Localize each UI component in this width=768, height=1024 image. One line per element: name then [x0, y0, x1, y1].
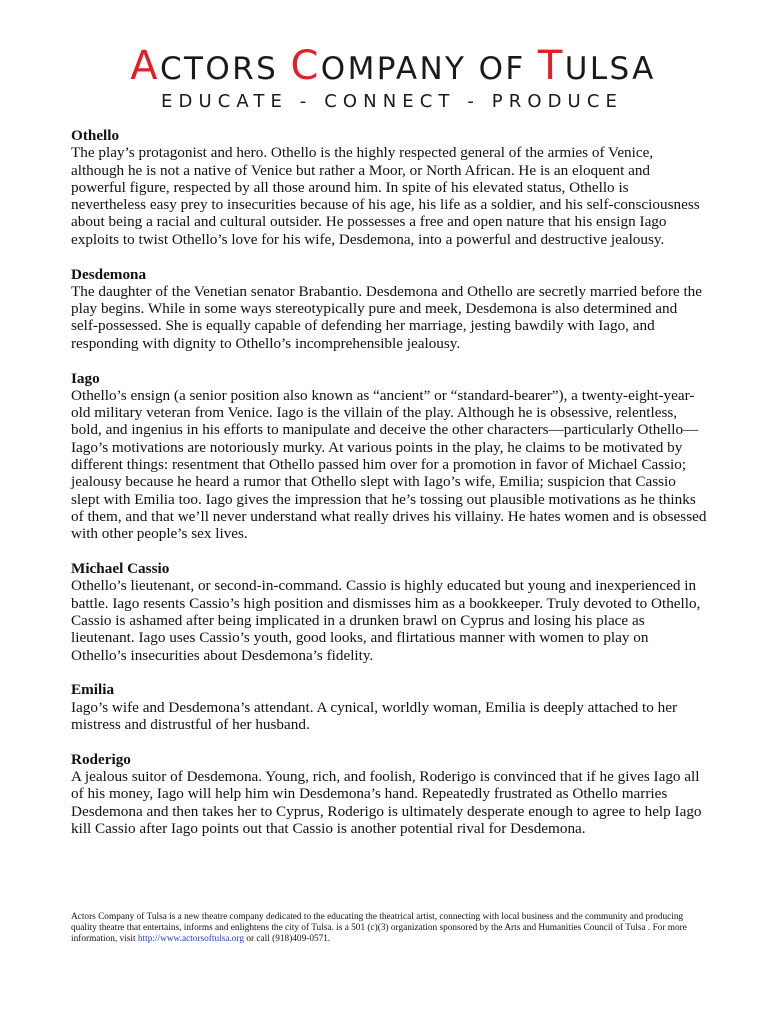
- character-heading: Iago: [71, 369, 100, 387]
- character-section: [71, 681, 707, 733]
- character-heading: Michael Cassio: [71, 560, 170, 578]
- character-heading: Roderigo: [71, 750, 131, 768]
- character-section: [71, 370, 707, 543]
- title-part: T: [537, 43, 565, 89]
- company-tagline: EDUCATE - CONNECT - PRODUCE: [161, 91, 623, 112]
- title-part: ULSA: [564, 51, 656, 87]
- character-section: [71, 560, 707, 664]
- character-description: A jealous suitor of Desdemona. Young, rich, and foolish, Roderigo is convinced that if he gives Iago all of his money, Iago will help him win Desdemona’s hand. Repeatedly frustrated as Othello marries Desdemona and then takes her to Cyprus, Roderigo is ultimately desperate enough to agree to help Iago kill Cassio after Iago points out that Cassio is another potential rival for Desdemona.: [71, 768, 702, 837]
- footer-note: [71, 912, 707, 946]
- website-link[interactable]: http://www.actorsoftulsa.org: [137, 934, 245, 945]
- character-description: Othello’s lieutenant, or second-in-command. Cassio is highly educated but young and inexperienced in battle. Iago resents Cassio’s high position and dismisses him as a bookkeeper. Truly devoted to Othello, Cassio is ashamed after being implicated in a drunken brawl on Cyprus and losing his place as lieutenant. Iago uses Cassio’s youth, good looks, and flirtatious manner with women to play on Othello’s insecurities about Desdemona’s fidelity.: [71, 577, 701, 664]
- character-heading: Emilia: [71, 681, 115, 699]
- character-description: The daughter of the Venetian senator Brabantio. Desdemona and Othello are secretly married before the play begins. While in some ways stereotypically pure and meek, Desdemona is also determined and self-possessed. She is equally capable of defending her marriage, jesting bawdily with Iago, and responding with dignity to Othello’s incomprehensible jealousy.: [71, 282, 703, 352]
- character-heading: Othello: [71, 127, 120, 144]
- character-description: The play’s protagonist and hero. Othello is the highly respected general of the armies of Venice, although he is not a native of Venice but rather a Moor, or North African. He is an eloquent and powerful figure, respected by all those around him. In spite of his elevated status, Othello is nevertheless easy prey to insecurities because of his age, his life as a soldier, and his self-consciousness about being a racial and cultural outsider. He possesses a free and open nature that his ensign Iago exploits to twist Othello’s love for his wife, Desdemona, into a powerful and destructive jealousy.: [71, 144, 700, 248]
- character-description: Iago’s wife and Desdemona’s attendant. A cynical, worldly woman, Emilia is deeply attached to her mistress and distrustful of her husband.: [71, 698, 678, 733]
- title-part: OMPANY OF: [320, 51, 538, 87]
- character-section: [71, 266, 707, 352]
- title-part: CTORS: [159, 51, 291, 87]
- character-description: Othello’s ensign (a senior position also known as “ancient” or “standard-bearer”), a twenty-eight-year-old military veteran from Venice. Iago is the villain of the play. Although he is obsessive, relentless, bold, and ingenius in his efforts to manipulate and deceive the other characters—particularly Othello—Iago’s motivations are notoriously murky. At various points in the play, he claims to be motivated by different things: resentment that Othello passed him over for a promotion in favor of Michael Cassio; jealousy because he heard a rumor that Othello slept with Iago’s wife, Emilia; suspicion that Cassio slept with Emilia too. Iago gives the impression that he’s tossing out plausible motivations as he thinks of them, and that we’ll never understand what really drives his villainy. He hates women and is obsessed with other people’s sex lives.: [71, 386, 707, 543]
- title-part: C: [290, 43, 321, 89]
- character-section: [71, 751, 707, 837]
- character-heading: Desdemona: [71, 265, 147, 283]
- character-section: [71, 127, 707, 248]
- letterhead: [0, 43, 768, 112]
- company-title: [18, 43, 768, 89]
- title-part: A: [130, 43, 160, 89]
- footer-contact: or call (918)409-0571.: [244, 934, 331, 945]
- footer-text: Actors Company of Tulsa is a new theatre company dedicated to the educating the theatrical artist, connecting with local business and the community and producing quality theatre that entertains, informs and enlightens the city of Tulsa. is a 501 (c)(3) organization sponsored by the Arts and Humanities Council of Tulsa . For more information, visit: [71, 912, 687, 945]
- character-list: [71, 127, 707, 855]
